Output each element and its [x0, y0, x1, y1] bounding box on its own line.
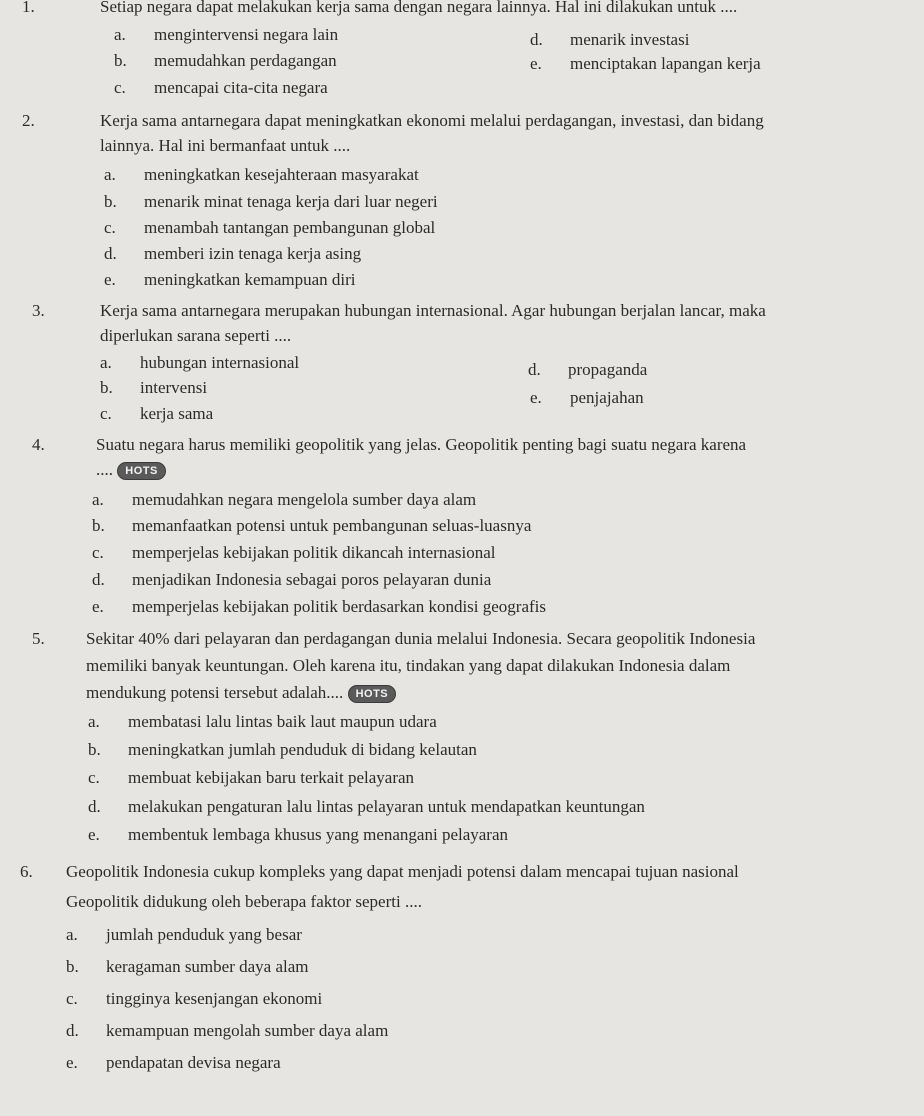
question-4-text-line-2: .... HOTS — [96, 460, 166, 480]
q5-option-e[interactable]: e. membentuk lembaga khusus yang menangani pelayaran — [88, 825, 509, 844]
q2-option-a[interactable]: a. meningkatkan kesejahteraan masyarakat — [104, 165, 419, 184]
q1-option-b[interactable]: b. memudahkan perdagangan — [114, 51, 337, 70]
question-1-number: 1. — [22, 0, 35, 16]
question-6-text-line-1: Geopolitik Indonesia cukup kompleks yang dapat menjadi potensi dalam mencapai tujuan nasional — [66, 862, 739, 881]
q6-option-b[interactable]: b. keragaman sumber daya alam — [66, 957, 309, 976]
q4-option-d[interactable]: d. menjadikan Indonesia sebagai poros pelayaran dunia — [92, 570, 492, 589]
q5-option-c[interactable]: c. membuat kebijakan baru terkait pelayaran — [88, 768, 415, 787]
question-6-number: 6. — [20, 862, 33, 881]
q3-option-e[interactable]: e. penjajahan — [530, 388, 644, 407]
question-4-number: 4. — [32, 435, 45, 454]
question-5-number: 5. — [32, 629, 45, 648]
q4-option-e[interactable]: e. memperjelas kebijakan politik berdasarkan kondisi geografis — [92, 597, 547, 616]
hots-badge: HOTS — [348, 685, 397, 703]
q4-option-b[interactable]: b. memanfaatkan potensi untuk pembangunan seluas-luasnya — [92, 516, 532, 535]
question-2-text-line-2: lainnya. Hal ini bermanfaat untuk .... — [100, 136, 351, 155]
q4-option-a[interactable]: a. memudahkan negara mengelola sumber daya alam — [92, 490, 477, 509]
q2-option-b[interactable]: b. menarik minat tenaga kerja dari luar negeri — [104, 192, 438, 211]
q2-option-d[interactable]: d. memberi izin tenaga kerja asing — [104, 244, 362, 263]
q3-option-d[interactable]: d. propaganda — [528, 360, 648, 379]
question-2-number: 2. — [22, 111, 35, 130]
question-3-number: 3. — [32, 301, 45, 320]
q5-option-a[interactable]: a. membatasi lalu lintas baik laut maupun udara — [88, 712, 437, 731]
question-5-text-line-1: Sekitar 40% dari pelayaran dan perdagangan dunia melalui Indonesia. Secara geopolitik Indonesia — [86, 629, 756, 648]
question-3-text-line-2: diperlukan sarana seperti .... — [100, 326, 292, 345]
q6-option-c[interactable]: c. tingginya kesenjangan ekonomi — [66, 989, 323, 1008]
q2-option-c[interactable]: c. menambah tantangan pembangunan global — [104, 218, 436, 237]
q2-option-e[interactable]: e. meningkatkan kemampuan diri — [104, 270, 356, 289]
q1-option-d[interactable]: d. menarik investasi — [530, 30, 690, 49]
question-1-text: Setiap negara dapat melakukan kerja sama dengan negara lainnya. Hal ini dilakukan untuk .... — [100, 0, 738, 16]
q6-option-e[interactable]: e. pendapatan devisa negara — [66, 1053, 281, 1072]
q6-option-d[interactable]: d. kemampuan mengolah sumber daya alam — [66, 1021, 389, 1040]
q4-option-c[interactable]: c. memperjelas kebijakan politik dikancah internasional — [92, 543, 496, 562]
question-5-text-line-2: memiliki banyak keuntungan. Oleh karena itu, tindakan yang dapat dilakukan Indonesia dalam — [86, 656, 731, 675]
question-2-text-line-1: Kerja sama antarnegara dapat meningkatkan ekonomi melalui perdagangan, investasi, dan bidang — [100, 111, 764, 130]
question-3-text-line-1: Kerja sama antarnegara merupakan hubungan internasional. Agar hubungan berjalan lancar, maka — [100, 301, 766, 320]
q6-option-a[interactable]: a. jumlah penduduk yang besar — [66, 925, 302, 944]
q5-option-b[interactable]: b. meningkatkan jumlah penduduk di bidang kelautan — [88, 740, 477, 759]
hots-badge: HOTS — [117, 462, 166, 480]
question-6-text-line-2: Geopolitik didukung oleh beberapa faktor seperti .... — [66, 892, 422, 911]
q1-option-a[interactable]: a. mengintervensi negara lain — [114, 25, 339, 44]
q5-option-d[interactable]: d. melakukan pengaturan lalu lintas pelayaran untuk mendapatkan keuntungan — [88, 797, 645, 816]
q3-option-b[interactable]: b. intervensi — [100, 378, 208, 397]
question-4-text-line-1: Suatu negara harus memiliki geopolitik yang jelas. Geopolitik penting bagi suatu negara karena — [96, 435, 747, 454]
q1-option-c[interactable]: c. mencapai cita-cita negara — [114, 78, 328, 97]
q3-option-a[interactable]: a. hubungan internasional — [100, 353, 300, 372]
question-5-text-line-3: mendukung potensi tersebut adalah.... HOTS — [86, 683, 396, 703]
q3-option-c[interactable]: c. kerja sama — [100, 404, 214, 423]
q1-option-e[interactable]: e. menciptakan lapangan kerja — [530, 54, 761, 73]
